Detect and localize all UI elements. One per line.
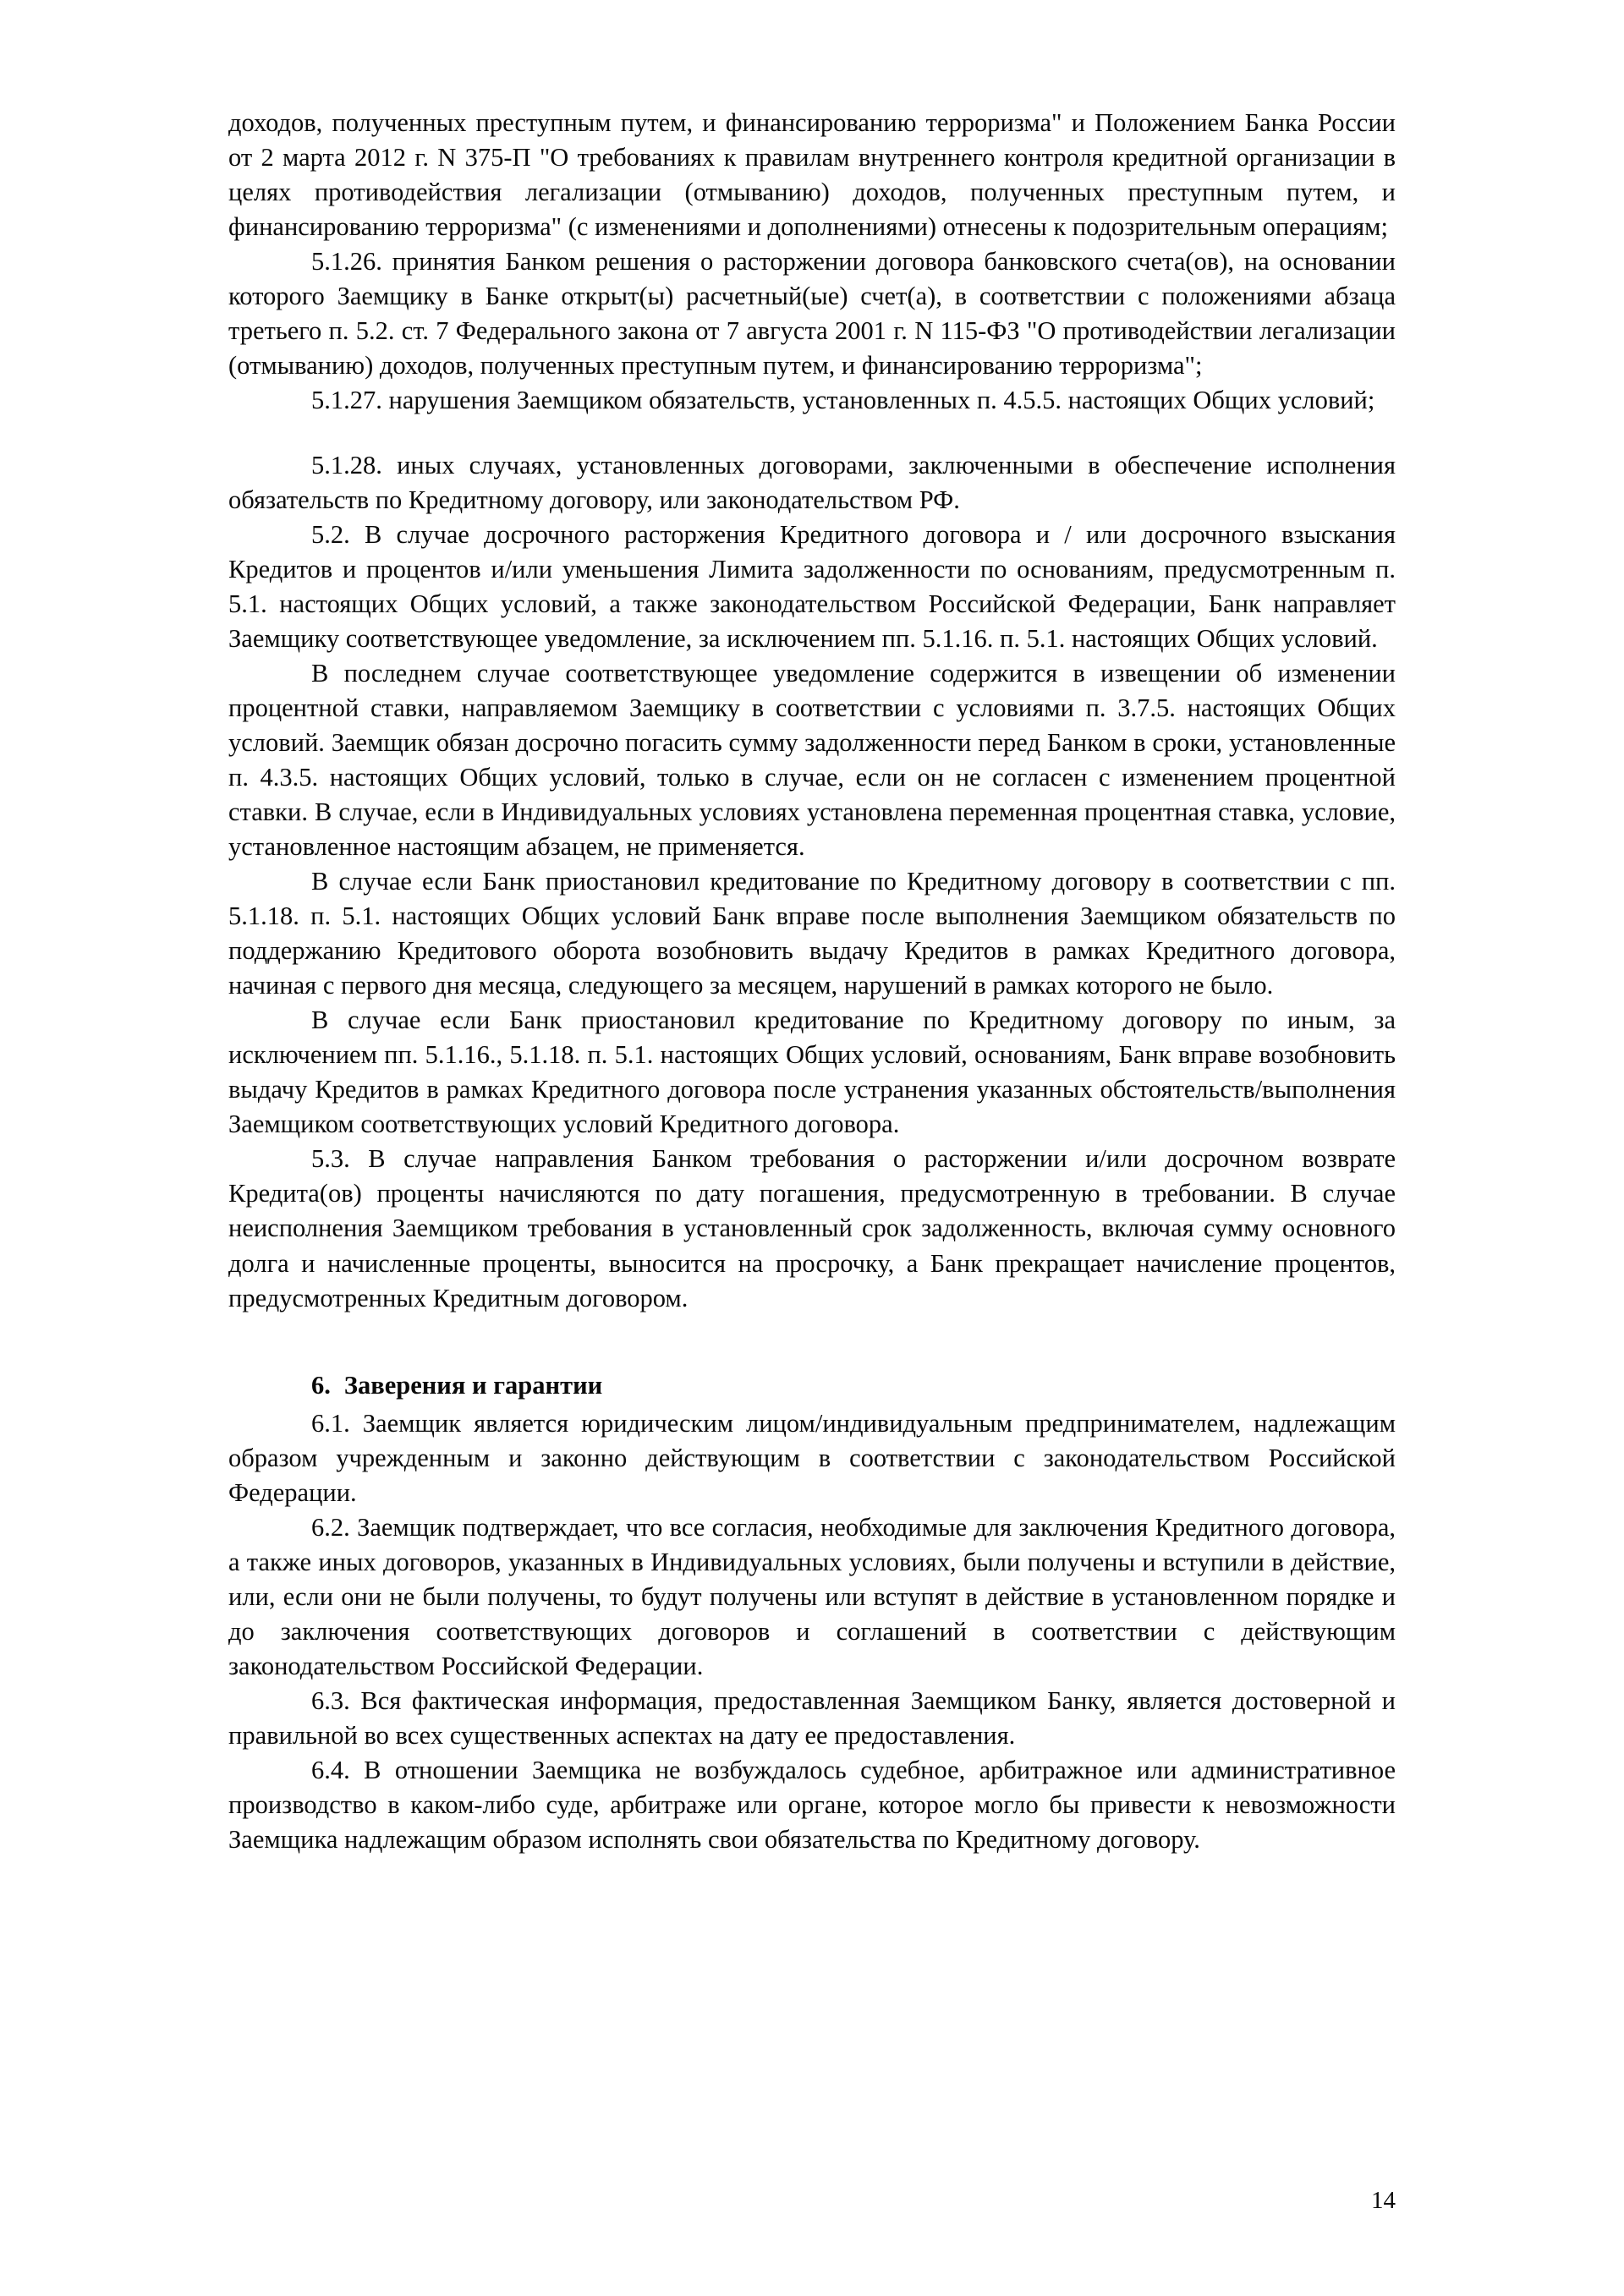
clause-6-1: 6.1. Заемщик является юридическим лицом/индивидуальным предпринимателем, надлежащим образом учрежденным и законно действующим в соответствии с законодательством Российской Федерации. (228, 1408, 1396, 1507)
section-heading-6 (228, 1368, 1396, 1403)
document-body (228, 106, 1396, 1857)
clause-5-2: 5.2. В случае досрочного расторжения Кредитного договора и / или досрочного взыскания Кредитов и процентов и/или уменьшения Лимита задолженности по основаниям, предусмотренным п. 5.1. настоящих Общих условий, а также законодательством Российской Федерации, Банк направляет Заемщику соответствующее уведомление, за исключением пп. 5.1.16. п. 5.1. настоящих Общих условий. (228, 520, 1396, 654)
clause-6-2: 6.2. Заемщик подтверждает, что все согласия, необходимые для заключения Кредитного договора, а также иных договоров, указанных в Индивидуальных условиях, были получены и вступили в действие, или, если они не были получены, то будут получены или вступят в действие в установленном порядке и до заключения соответствующих договоров и соглашений в соответствии с действующим законодательством Российской Федерации. (228, 1512, 1396, 1680)
clause-6-3: 6.3. Вся фактическая информация, предоставленная Заемщиком Банку, является достоверной и правильной во всех существенных аспектах на дату ее предоставления. (228, 1685, 1396, 1750)
clause-5-2-paragraph-2: В последнем случае соответствующее уведомление содержится в извещении об изменении процентной ставки, направляемом Заемщику в соответствии с условиями п. 3.7.5. настоящих Общих условий. Заемщик обязан досрочно погасить сумму задолженности перед Банком в сроки, установленные п. 4.3.5. настоящих Общих условий, только в случае, если он не согласен с изменением процентной ставки. В случае, если в Индивидуальных условиях установлена переменная процентная ставка, условие, установленное настоящим абзацем, не применяется. (228, 659, 1396, 862)
clause-5-3: 5.3. В случае направления Банком требования о расторжении и/или досрочном возврате Кредита(ов) проценты начисляются по дату погашения, предусмотренную в требовании. В случае неисполнения Заемщиком требования в установленный срок задолженность, включая сумму основного долга и начисленные проценты, выносится на просрочку, а Банк прекращает начисление процентов, предусмотренных Кредитным договором. (228, 1144, 1396, 1312)
clause-6-4: 6.4. В отношении Заемщика не возбуждалось судебное, арбитражное или административное производство в каком-либо суде, арбитраже или органе, которое могло бы привести к невозможности Заемщика надлежащим образом исполнять свои обязательства по Кредитному договору. (228, 1755, 1396, 1854)
clause-5-1-27: 5.1.27. нарушения Заемщиком обязательств, установленных п. 4.5.5. настоящих Общих условий; (311, 386, 1375, 415)
clause-5-1-26: 5.1.26. принятия Банком решения о расторжении договора банковского счета(ов), на основании которого Заемщику в Банке открыт(ы) расчетный(ые) счет(а), в соответствии с положениями абзаца третьего п. 5.2. ст. 7 Федерального закона от 7 августа 2001 г. N 115-ФЗ "О противодействии легализации (отмыванию) доходов, полученных преступным путем, и финансированию терроризма"; (228, 247, 1396, 381)
clause-5-1-28: 5.1.28. иных случаях, установленных договорами, заключенными в обеспечение исполнения обязательств по Кредитному договору, или законодательством РФ. (228, 451, 1396, 515)
paragraph-continuation-top: доходов, полученных преступным путем, и финансированию терроризма" и Положением Банка России от 2 марта 2012 г. N 375-П "О требованиях к правилам внутреннего контроля кредитной организации в целях противодействия легализации (отмыванию) доходов, полученных преступным путем, и финансированию терроризма" (с изменениями и дополнениями) отнесены к подозрительным операциям; (228, 108, 1396, 242)
section-title: Заверения и гарантии (343, 1370, 603, 1400)
page-number: 14 (1371, 2187, 1396, 2214)
section-number: 6. (311, 1370, 331, 1400)
clause-5-2-paragraph-3: В случае если Банк приостановил кредитование по Кредитному договору в соответствии с пп. 5.1.18. п. 5.1. настоящих Общих условий Банк вправе после выполнения Заемщиком обязательств по поддержанию Кредитового оборота возобновить выдачу Кредитов в рамках Кредитного договора, начиная с первого дня месяца, следующего за месяцем, нарушений в рамках которого не было. (228, 867, 1396, 1000)
clause-5-2-paragraph-4: В случае если Банк приостановил кредитование по Кредитному договору по иным, за исключением пп. 5.1.16., 5.1.18. п. 5.1. настоящих Общих условий, основаниям, Банк вправе возобновить выдачу Кредитов в рамках Кредитного договора после устранения указанных обстоятельств/выполнения Заемщиком соответствующих условий Кредитного договора. (228, 1006, 1396, 1139)
